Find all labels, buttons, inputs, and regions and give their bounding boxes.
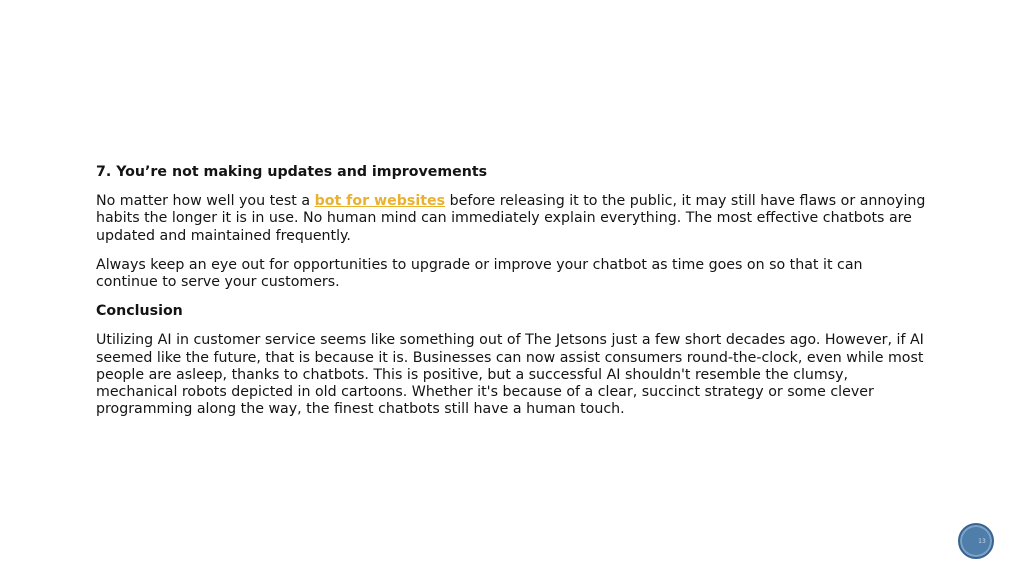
section-paragraph-2: Always keep an eye out for opportunities to upgrade or improve your chatbot as time goes on so that it can continue to serve your customers.: [96, 256, 863, 291]
page-number-badge: [958, 523, 994, 559]
section-paragraph-1: [96, 193, 926, 245]
paragraph-1-text-end: before releasing it to the public, it may still have flaws or annoying habits the longer it is in use. No human mind can immediately explain everything. The most effective chatbots are updated and maintained frequently.: [96, 193, 926, 244]
paragraph-1-text-start: No matter how well you test a: [96, 193, 315, 210]
conclusion-heading: Conclusion: [96, 303, 183, 320]
section-heading: 7. You’re not making updates and improvements: [96, 164, 488, 180]
bot-for-websites-link[interactable]: bot for websites: [314, 193, 446, 210]
conclusion-paragraph: Utilizing AI in customer service seems like something out of The Jetsons just a few short decades ago. However, if AI seemed like the future, that is because it is. Businesses can now assist consumers round-the-clock, even while most people are asleep, thanks to chatbots. This is positive, but a successful AI shouldn't resemble the clumsy, mechanical robots depicted in old cartoons. Whether it's because of a clear, succinct strategy or some clever programming along the way, the finest chatbots still have a human touch.: [96, 332, 924, 418]
page-number: 13: [978, 537, 986, 545]
slide-content: [96, 164, 926, 430]
